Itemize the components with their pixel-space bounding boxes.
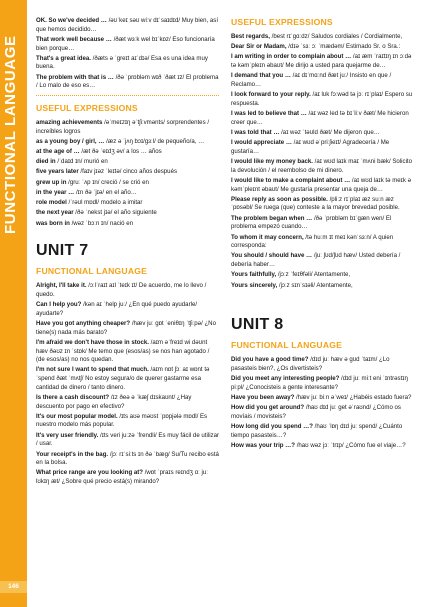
entry-translation: Solicito la devolución / el reembolso de mi dinero. bbox=[231, 158, 413, 174]
entry-headword: in the year … bbox=[36, 188, 76, 196]
entry-phonetic: /faɪv jɪəz ˈleɪtə/ bbox=[80, 168, 122, 176]
entry-headword: died in bbox=[36, 158, 58, 166]
vocab-entry bbox=[36, 469, 219, 486]
entry-phonetic: /aɪ wʊd əˈpriːʃieɪt/ bbox=[293, 139, 342, 147]
entry-headword: Is there a cash discount? bbox=[36, 393, 111, 401]
vocab-entry bbox=[231, 423, 414, 440]
entry-headword: Your receipt's in the bag. bbox=[36, 450, 110, 458]
vocab-entry bbox=[36, 36, 219, 53]
vocab-entry bbox=[36, 119, 219, 136]
vocab-entry bbox=[36, 413, 219, 430]
entry-headword: That work well because … bbox=[36, 35, 114, 43]
entry-phonetic: /æz ə ˈjʌŋ bɔɪ/ɡɜːl/ bbox=[106, 137, 156, 145]
entry-phonetic: /wəz ˈbɔːn ɪn/ bbox=[71, 219, 109, 227]
entry-translation: Insisto en que / Reclamo… bbox=[231, 72, 392, 88]
vocab-entry bbox=[231, 356, 414, 373]
vocab-entry bbox=[231, 282, 414, 291]
entry-translation: en el año… bbox=[104, 188, 137, 196]
section-heading-useful-expressions: USEFUL EXPRESSIONS bbox=[36, 102, 138, 113]
entry-translation: Agradecería / Me gustaría… bbox=[231, 139, 390, 155]
entry-headword: Please reply as soon as possible. bbox=[231, 195, 330, 203]
entry-headword: grew up in bbox=[36, 178, 69, 186]
entry-phonetic: /aɪ wʊd laɪk maɪ ˈmʌni bæk/ bbox=[314, 158, 391, 166]
entry-translation: nació en bbox=[108, 219, 134, 227]
entry-translation: ¿No tiene(s) nada más barato? bbox=[36, 320, 216, 336]
entry-headword: role model bbox=[36, 199, 69, 207]
vocab-entry bbox=[36, 189, 219, 198]
vocab-entry bbox=[231, 91, 414, 108]
entry-translation: Estimado Sr. o Sra.: bbox=[344, 43, 401, 51]
entry-translation: Me temo que (esos/as) se nos han agotado / (de esos/as) no nos quedan. bbox=[36, 347, 210, 364]
entry-phonetic: /dɪd juː miːt eni ˈɪntrəstɪŋ piːpl/ bbox=[231, 375, 408, 391]
entry-translation: Su/Tu recibo está en la bolsa. bbox=[36, 450, 219, 467]
entry-headword: I would like my money back. bbox=[231, 158, 315, 166]
entry-phonetic: /hæv juː biːn əˈweɪ/ bbox=[296, 393, 348, 401]
entry-translation: Se ruega (que) conteste a la mayor brevedad posible. bbox=[252, 204, 400, 212]
entry-phonetic: /ɪts aʊə məʊst ˈpɒpjələ mɒdl/ bbox=[119, 412, 199, 420]
vocab-entry bbox=[36, 158, 219, 167]
vocab-entry bbox=[36, 168, 219, 177]
entry-phonetic: /əˈmeɪzɪŋ əˈtʃiːvmənts/ bbox=[104, 118, 165, 126]
right-column bbox=[231, 17, 414, 452]
entry-translation: De acuerdo, me lo llevo / quedo. bbox=[36, 282, 207, 298]
vocab-entry bbox=[36, 74, 219, 91]
entry-phonetic: /ðæts ə ˈɡreɪt aɪˈdɪə/ bbox=[92, 54, 150, 62]
entry-headword: I look forward to your reply. bbox=[231, 91, 313, 99]
entry-translation: ¿Sobre qué precio está(s) mirando? bbox=[59, 478, 160, 486]
entry-phonetic: /haʊ wəz jɔː ˈtrɪp/ bbox=[296, 441, 344, 449]
entry-phonetic: /ðə ˈprɒbləm wɪð ˈðæt ɪz/ bbox=[115, 73, 185, 81]
vocab-entry bbox=[231, 196, 414, 213]
entry-phonetic: /ɔːlˈraɪt aɪl ˈteɪk ɪt/ bbox=[88, 282, 138, 290]
entry-phonetic: /aɪ wəz ˈtəʊld ðæt/ bbox=[281, 128, 332, 136]
entry-headword: It's our most popular model. bbox=[36, 412, 120, 420]
vocab-entry bbox=[36, 366, 219, 392]
vocab-entry bbox=[36, 451, 219, 468]
entry-phonetic: /ˈrəʊl mɒdl/ bbox=[68, 199, 100, 207]
entry-headword: as a young boy / girl, … bbox=[36, 137, 107, 145]
vocab-entry bbox=[231, 271, 414, 280]
vocab-entry bbox=[36, 220, 219, 229]
entry-headword: How was your trip …? bbox=[231, 441, 297, 449]
entry-headword: Alright, I'll take it. bbox=[36, 282, 89, 290]
unit-7-title: UNIT 7 bbox=[36, 242, 89, 260]
left-useful-entries bbox=[36, 119, 219, 228]
entry-translation: ¿Cómo fue el viaje…? bbox=[343, 441, 406, 449]
entry-headword: I would appreciate … bbox=[231, 139, 294, 147]
entry-translation: ¿Conocisteis a gente interesante? bbox=[243, 383, 339, 391]
vocab-entry bbox=[36, 282, 219, 299]
entry-translation: ¿En qué puedo ayudarle/ ayudarte? bbox=[36, 301, 198, 317]
entry-translation: creció / se crió en bbox=[99, 178, 149, 186]
entry-headword: How long did you spend …? bbox=[231, 423, 315, 431]
section-heading-useful-expressions: USEFUL EXPRESSIONS bbox=[231, 17, 333, 27]
entry-headword: How did you get around? bbox=[231, 404, 306, 412]
vocab-entry bbox=[36, 55, 219, 72]
unit-8-entries bbox=[231, 356, 414, 450]
entry-headword: amazing achievements bbox=[36, 118, 105, 126]
entry-translation: Muy bien, así que hemos decidido… bbox=[36, 17, 219, 33]
vocab-entry bbox=[231, 252, 414, 269]
entry-translation: Me hicieron creer que… bbox=[231, 110, 409, 126]
entry-headword: It's very user friendly. bbox=[36, 431, 100, 439]
unit-7-entries bbox=[36, 282, 219, 486]
entry-headword: I am writing in order to complain about … bbox=[231, 53, 353, 61]
entry-translation: Esa es una idea muy buena. bbox=[36, 54, 208, 71]
entry-headword: Yours faithfully, bbox=[231, 271, 278, 279]
entry-phonetic: /haʊ ˈlɒŋ dɪd juː spend/ bbox=[314, 423, 378, 431]
entry-phonetic: /ɪz ðeə ə ˈkæʃ dɪskaʊnt/ bbox=[110, 393, 176, 401]
entry-phonetic: /dɪə ˈsɜː ɔː ˈmædəm/ bbox=[288, 43, 345, 51]
vocab-entry bbox=[231, 375, 414, 392]
entry-phonetic: /aɪm əˈfreɪd wi dəʊnt hæv ðəʊz ɪn ˈstɒk/ bbox=[36, 338, 208, 355]
entry-phonetic: /dɪd juː hæv ə ɡʊd ˈtaɪm/ bbox=[310, 356, 378, 364]
entry-translation: A quien corresponda: bbox=[231, 233, 394, 250]
vocab-entry bbox=[36, 179, 219, 188]
entry-headword: I'm not sure I want to spend that much. bbox=[36, 366, 151, 374]
vocab-entry bbox=[231, 129, 414, 138]
entry-translation: No estoy segura/o de querer gastarme esa cantidad de dinero / tanto dinero. bbox=[36, 375, 201, 391]
vocab-entry bbox=[231, 33, 414, 42]
left-column bbox=[36, 17, 219, 488]
entry-headword: Did you meet any interesting people? bbox=[231, 375, 342, 383]
entry-phonetic: /ɡruː ˈʌp ɪn/ bbox=[68, 178, 100, 186]
entry-translation: Atentamente, bbox=[315, 281, 353, 289]
entry-headword: OK. So we've decided … bbox=[36, 17, 109, 24]
vocab-entry bbox=[36, 320, 219, 337]
entry-translation: Atentamente, bbox=[312, 271, 351, 279]
entry-translation: ¿Cuánto tiempo pasasteis…? bbox=[231, 423, 403, 439]
entry-headword: The problem began when … bbox=[231, 214, 314, 222]
entry-translation: ¿Cómo os movíais / movisteis? bbox=[231, 404, 401, 420]
entry-translation: El problema / Lo malo de eso es… bbox=[36, 73, 219, 90]
vocab-entry bbox=[231, 234, 414, 251]
entry-phonetic: /æt ðə ˈeɪdʒ əv/ bbox=[81, 148, 125, 156]
entry-translation: Espero su respuesta. bbox=[231, 91, 413, 107]
vocab-entry bbox=[231, 215, 414, 232]
vocab-entry bbox=[36, 301, 219, 318]
vocab-entry bbox=[36, 138, 219, 147]
vocab-entry bbox=[36, 339, 219, 365]
entry-translation: Eso funcionaría bien porque… bbox=[36, 35, 215, 52]
entry-phonetic: /aɪ wəz led tə bɪˈliːv ðæt/ bbox=[308, 110, 376, 118]
entry-translation: cinco años después bbox=[121, 168, 178, 176]
entry-phonetic: /pliːz rɪˈplaɪ æz suːn æz ˈpɒsəbl/ bbox=[231, 195, 394, 212]
entry-translation: Me dirijo a usted para quejarme de… bbox=[283, 62, 386, 70]
entry-translation: Usted debería / debería haber… bbox=[231, 252, 401, 269]
entry-headword: Have you got anything cheaper? bbox=[36, 320, 132, 328]
entry-translation: Saludos cordiales / Cordialmente, bbox=[309, 33, 403, 40]
sidebar-section-title: FUNCTIONAL LANGUAGE bbox=[2, 35, 19, 235]
entry-headword: Have you been away? bbox=[231, 393, 297, 401]
entry-headword: Can I help you? bbox=[36, 301, 84, 309]
vocab-entry bbox=[231, 158, 414, 175]
vocab-entry bbox=[36, 209, 219, 218]
entry-phonetic: /aɪ lʊk fɔːwəd tə jɔː rɪˈplaɪ/ bbox=[312, 91, 384, 99]
entry-phonetic: /tə huːm ɪt meɪ kənˈsɜːn/ bbox=[305, 233, 372, 241]
entry-headword: You should / should have … bbox=[231, 252, 314, 260]
entry-translation: ¿Hay descuento por pago en efectivo? bbox=[36, 393, 192, 410]
vocab-entry bbox=[231, 139, 414, 156]
unit-8-title: UNIT 8 bbox=[231, 316, 284, 334]
left-top-entries bbox=[36, 17, 219, 91]
entry-phonetic: /aɪ wʊd laɪk tə meɪk ə kəmˈpleɪnt əbaʊt/ bbox=[231, 176, 411, 193]
vocab-entry bbox=[231, 43, 414, 52]
entry-headword: I was told that … bbox=[231, 128, 282, 136]
entry-phonetic: /ðə ˈprɒbləm bɪˈɡæn wen/ bbox=[313, 214, 385, 222]
vocab-entry bbox=[231, 110, 414, 127]
entry-phonetic: /best rɪˈɡɑːdz/ bbox=[271, 33, 310, 40]
entry-translation: sorprendentes / increíbles logros bbox=[36, 118, 210, 135]
entry-headword: I was led to believe that … bbox=[231, 110, 309, 118]
entry-headword: The problem with that is … bbox=[36, 73, 116, 81]
entry-phonetic: /haʊ dɪd juː ɡet əˈraʊnd/ bbox=[305, 404, 372, 412]
entry-headword: I'm afraid we don't have those in stock. bbox=[36, 338, 151, 346]
entry-phonetic: /aɪ æm ˈraɪtɪŋ ɪn ɔːdə tə kəmˈpleɪn əbaʊt/ bbox=[231, 53, 412, 70]
vocab-entry bbox=[36, 17, 219, 34]
entry-headword: That's a great idea. bbox=[36, 54, 93, 62]
entry-headword: To whom it may concern, bbox=[231, 233, 306, 241]
entry-translation: ¿Lo pasasteis bien?, ¿Os divertisteis? bbox=[231, 356, 390, 372]
entry-translation: El problema empezó cuando… bbox=[231, 214, 392, 231]
entry-phonetic: /aɪ dɪˈmɑːnd ðæt juː/ bbox=[292, 72, 349, 80]
entry-phonetic: /jɔːz ˈfeɪθfəli/ bbox=[277, 271, 313, 279]
entry-headword: What price range are you looking at? bbox=[36, 469, 145, 477]
entry-translation: modelo a imitar bbox=[99, 199, 143, 207]
vocab-entry bbox=[231, 404, 414, 421]
entry-headword: Yours sincerely, bbox=[231, 281, 279, 289]
entry-headword: Did you have a good time? bbox=[231, 356, 311, 364]
entry-translation: a los … años bbox=[124, 148, 162, 156]
entry-translation: murió en bbox=[82, 158, 108, 166]
entry-headword: I demand that you … bbox=[231, 72, 293, 80]
entry-translation: ¿Habéis estado fuera? bbox=[348, 393, 412, 401]
vocab-entry bbox=[231, 442, 414, 451]
entry-phonetic: /ðə ˈnekst jɪə/ bbox=[75, 209, 113, 217]
section-heading-functional-language: FUNCTIONAL LANGUAGE bbox=[36, 266, 148, 277]
entry-phonetic: /aɪm nɒt ʃɔː aɪ wɒnt tə ˈspend ðæt ˈmʌtʃ/ bbox=[36, 366, 210, 383]
entry-phonetic: /jɔːz sɪnˈsɪəli/ bbox=[278, 281, 316, 289]
divider bbox=[36, 95, 219, 97]
entry-headword: the next year bbox=[36, 209, 76, 217]
entry-phonetic: /hæv juː ɡɒt ˈeniθɪŋ ˈtʃiːpə/ bbox=[131, 320, 203, 328]
section-heading-functional-language: FUNCTIONAL LANGUAGE bbox=[231, 340, 343, 351]
entry-headword: was born in bbox=[36, 219, 72, 227]
entry-phonetic: /ˈdaɪd ɪn/ bbox=[57, 158, 83, 166]
page-number: 146 bbox=[0, 581, 27, 593]
vocab-entry bbox=[231, 53, 414, 70]
entry-headword: five years later bbox=[36, 168, 81, 176]
vocab-entry bbox=[231, 394, 414, 403]
entry-translation: Es muy fácil de utilizar / usar. bbox=[36, 431, 220, 448]
entry-phonetic: /wɒt ˈpraɪs reɪndʒ ɑː juː lʊkɪŋ æt/ bbox=[36, 469, 208, 486]
entry-translation: el año siguiente bbox=[112, 209, 157, 217]
vocab-entry bbox=[36, 199, 219, 208]
entry-translation: Es nuestro modelo más popular. bbox=[36, 412, 208, 429]
vocab-entry bbox=[36, 432, 219, 449]
entry-headword: Best regards, bbox=[231, 33, 272, 40]
entry-phonetic: /kən aɪ ˈhelp juː/ bbox=[83, 301, 127, 309]
entry-headword: at the age of … bbox=[36, 148, 82, 156]
vocab-entry bbox=[231, 72, 414, 89]
entry-translation: Me dijeron que… bbox=[331, 128, 380, 136]
entry-phonetic: /ɪn ðə ˈjɪə/ bbox=[75, 188, 105, 196]
entry-headword: Dear Sir or Madam, bbox=[231, 43, 289, 51]
right-useful-entries bbox=[231, 33, 414, 290]
entry-phonetic: /əʊˈkeɪ səʊ wiːv dɪˈsaɪdɪd/ bbox=[108, 17, 181, 24]
entry-translation: Me gustaría presentar una queja de… bbox=[278, 185, 383, 193]
entry-headword: I would like to make a complaint about … bbox=[231, 176, 352, 184]
entry-phonetic: /ɪts veri juːzə ˈfrendli/ bbox=[100, 431, 157, 439]
entry-translation: de pequeño/a, … bbox=[155, 137, 205, 145]
entry-phonetic: /juː ʃʊd/ʃʊd hæv/ bbox=[313, 252, 358, 260]
vocab-entry bbox=[231, 177, 414, 194]
sidebar bbox=[0, 0, 27, 607]
entry-phonetic: /jɔː rɪˈsiːts ɪn ðə ˈbæɡ/ bbox=[109, 450, 170, 458]
vocab-entry bbox=[36, 394, 219, 411]
vocab-entry bbox=[36, 148, 219, 157]
entry-phonetic: /ðæt wɜːk wel bɪˈkɒz/ bbox=[113, 35, 171, 43]
